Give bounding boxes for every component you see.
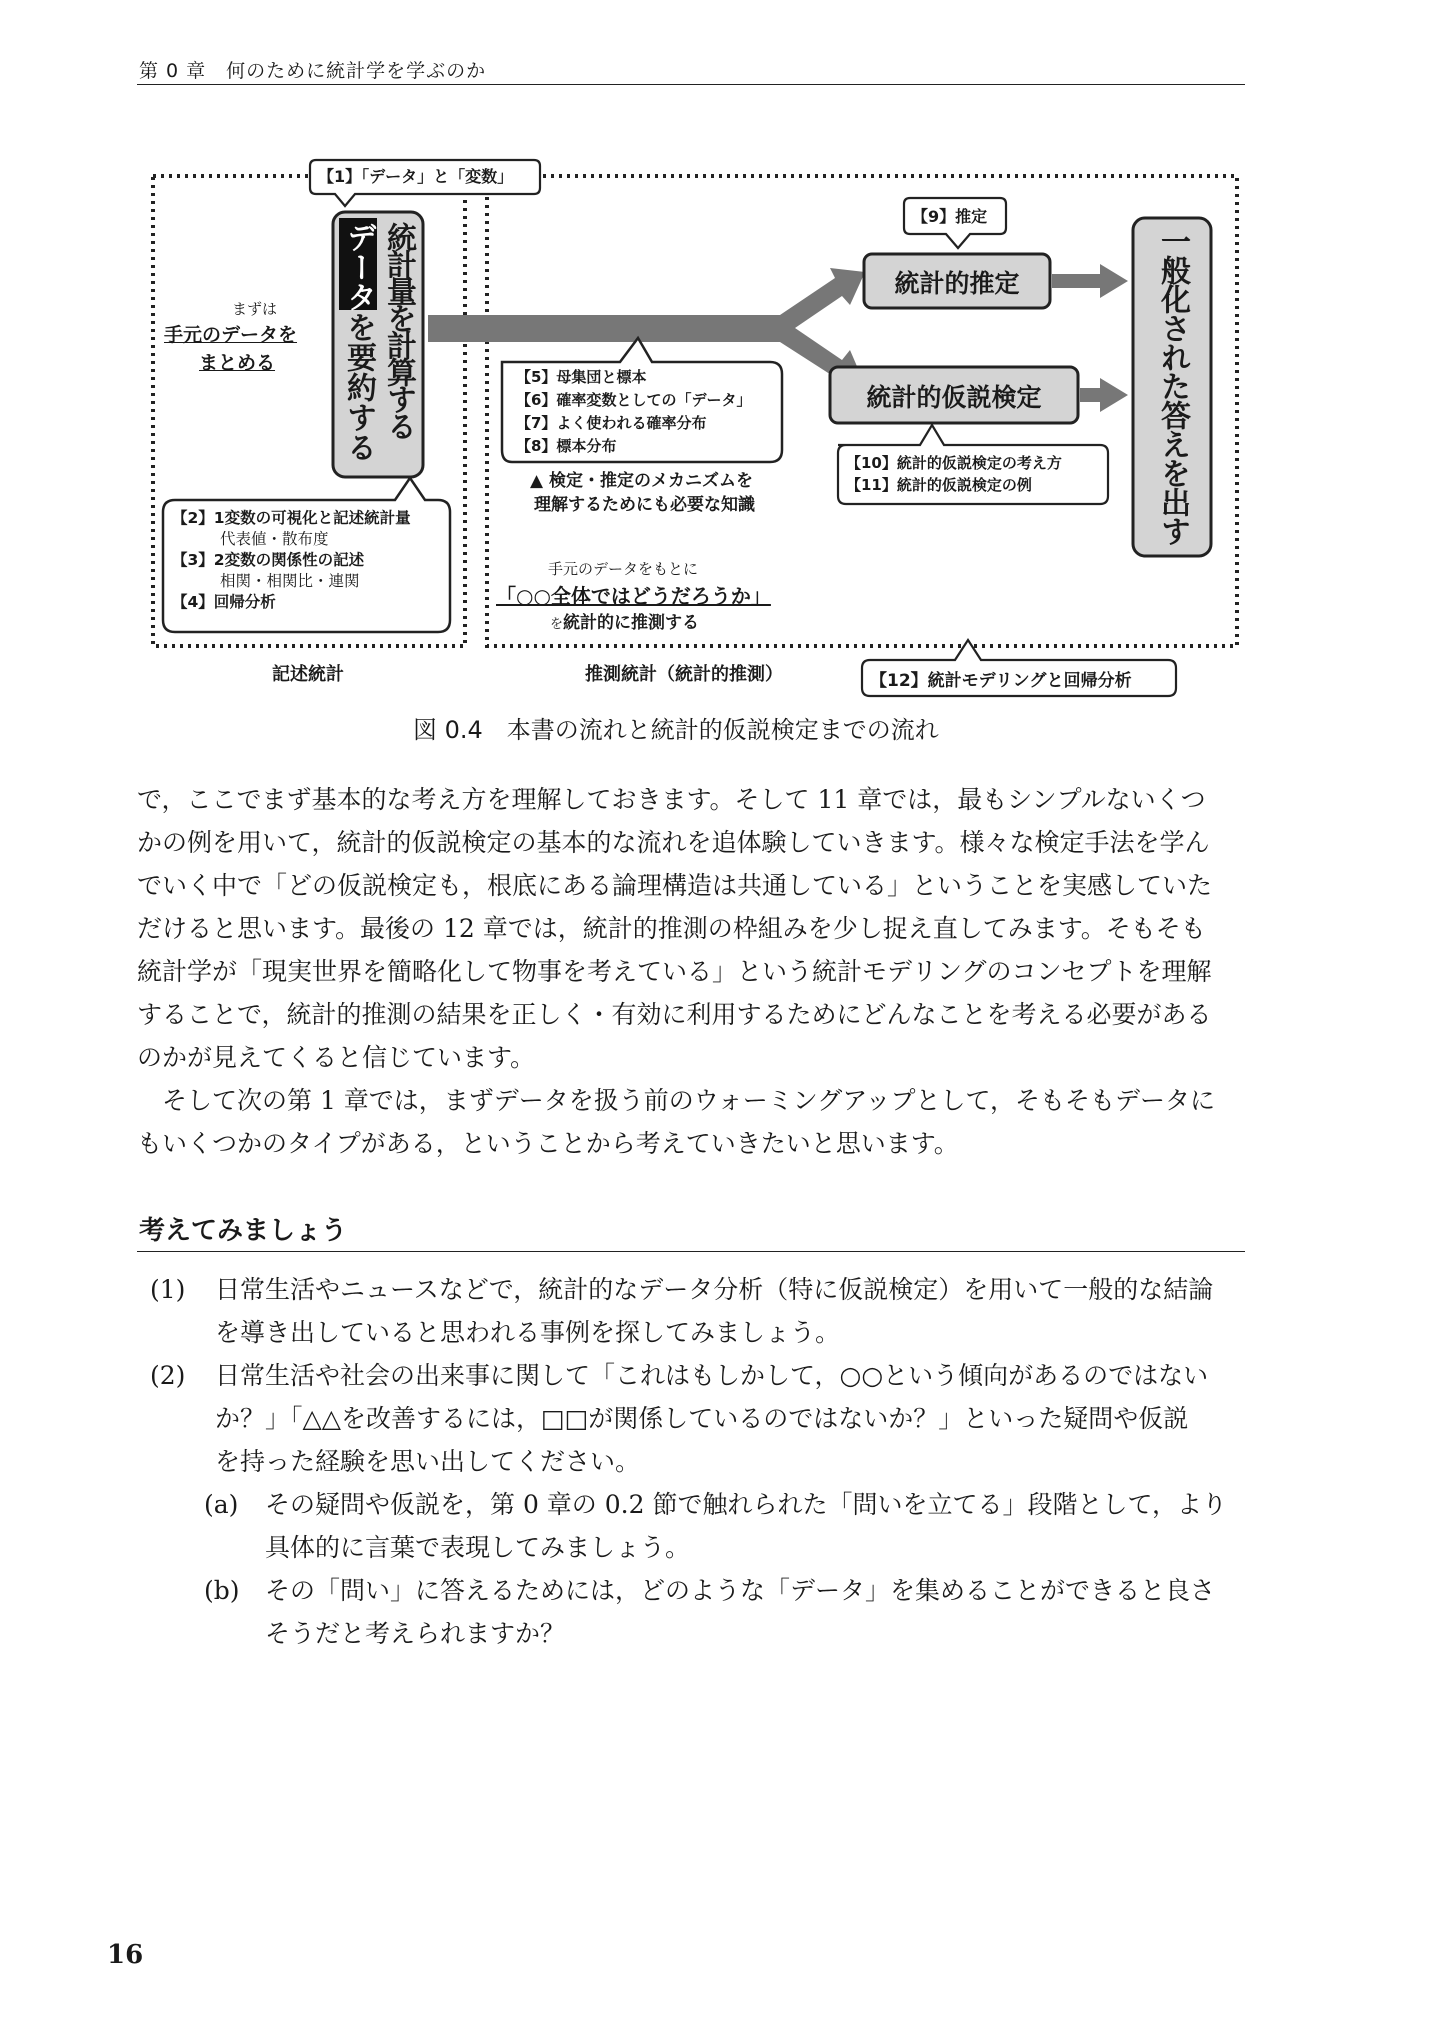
question-small: 手元のデータをもとに bbox=[548, 560, 699, 578]
text-line: で，ここでまず基本的な考え方を理解しておきます。そして 11 章では，最もシンプルないくつ bbox=[137, 785, 1206, 814]
qb-number: (b) bbox=[204, 1576, 240, 1605]
vbox-data: データ bbox=[341, 222, 376, 312]
figure-caption: 図 0.4 本書の流れと統計的仮説検定までの流れ bbox=[413, 716, 939, 744]
page-number: 16 bbox=[107, 1940, 144, 1970]
text-line: そして次の第 1 章では，まずデータを扱う前のウォーミングアップとして，そもそもデータに bbox=[137, 1086, 1216, 1115]
infer-item: 【7】よく使われる確率分布 bbox=[516, 414, 707, 432]
mechanism-2: 理解するためにも必要な知識 bbox=[534, 495, 755, 515]
text-line: だけると思います。最後の 12 章では，統計的推測の枠組みを少し捉え直してみます。そもそも bbox=[137, 914, 1206, 943]
text-line: かの例を用いて，統計的仮説検定の基本的な流れを追体験していきます。様々な検定手法を学ん bbox=[137, 828, 1210, 857]
tag-1: 【1】「データ」と「変数」 bbox=[318, 167, 514, 186]
text-line: もいくつかのタイプがある，ということから考えていきたいと思います。 bbox=[137, 1129, 959, 1158]
qb-text bbox=[265, 1569, 1250, 1655]
question-tail bbox=[550, 608, 699, 633]
desc-list bbox=[172, 508, 411, 613]
mechanism-1: ▲ 検定・推定のメカニズムを bbox=[530, 471, 753, 491]
tag-12: 【12】統計モデリングと回帰分析 bbox=[870, 671, 1132, 691]
text-line: することで，統計的推測の結果を正しく・有効に利用するためにどんなことを考える必要がある bbox=[137, 1000, 1212, 1029]
desc-item: 【3】2変数の関係性の記述 bbox=[172, 551, 365, 569]
exercise-title: 考えてみましょう bbox=[139, 1216, 348, 1246]
vbox-summarize: を要約する bbox=[341, 312, 376, 462]
question-tail-prefix: を bbox=[550, 617, 564, 632]
infer-item: 【6】確率変数としての「データ」 bbox=[516, 391, 752, 409]
q1-number: (1) bbox=[150, 1275, 186, 1304]
first-small: まずは bbox=[232, 300, 278, 318]
text-line: 具体的に言葉で表現してみましょう。 bbox=[265, 1533, 691, 1562]
text-line: のかが見えてくると信じています。 bbox=[137, 1043, 536, 1072]
qa-number: (a) bbox=[204, 1490, 239, 1519]
infer-item: 【8】標本分布 bbox=[516, 437, 617, 455]
text-line: その「問い」に答えるためには，どのような「データ」を集めることができると良さ bbox=[265, 1576, 1216, 1605]
desc-item: 代表値・散布度 bbox=[220, 530, 329, 548]
first-main-1: 手元のデータを bbox=[164, 324, 298, 346]
question-tail-main: 統計的に推測する bbox=[563, 613, 700, 633]
q1-text bbox=[215, 1268, 1250, 1354]
infer-list bbox=[516, 366, 751, 458]
vbox-compute: 統計量を計算する bbox=[381, 222, 416, 438]
desc-item: 【2】1変数の可視化と記述統計量 bbox=[172, 509, 411, 527]
text-line: か？」「△△を改善するには，□□が関係しているのではないか？」といった疑問や仮説 bbox=[215, 1404, 1189, 1433]
label-inferential: 推測統計（統計的推測） bbox=[585, 664, 783, 685]
test-item: 【10】統計的仮説検定の考え方 bbox=[846, 454, 1062, 472]
general-label: 一般化された答えを出す bbox=[1155, 226, 1190, 545]
text-line: 日常生活やニュースなどで，統計的なデータ分析（特に仮説検定）を用いて一般的な結論 bbox=[215, 1275, 1214, 1304]
chapter-title: 第 0 章 何のために統計学を学ぶのか bbox=[139, 60, 487, 82]
tag-9: 【9】推定 bbox=[912, 207, 988, 226]
question-main: 「○○全体ではどうだろうか」 bbox=[496, 584, 771, 608]
q2-text bbox=[215, 1354, 1250, 1483]
text-line: 統計学が「現実世界を簡略化して物事を考えている」という統計モデリングのコンセプトを理解 bbox=[137, 957, 1212, 986]
desc-item: 【4】回帰分析 bbox=[172, 593, 276, 611]
estimate-label: 統計的推定 bbox=[894, 269, 1020, 298]
text-line: を持った経験を思い出してください。 bbox=[215, 1447, 641, 1476]
label-descriptive: 記述統計 bbox=[272, 664, 344, 685]
estimate-arrow bbox=[1052, 264, 1128, 298]
test-items bbox=[846, 452, 1062, 496]
exercise-heading bbox=[137, 1207, 1245, 1252]
first-main-2: まとめる bbox=[199, 352, 276, 374]
test-item: 【11】統計的仮説検定の例 bbox=[846, 476, 1032, 494]
test-label: 統計的仮説検定 bbox=[866, 383, 1042, 412]
text-line: 日常生活や社会の出来事に関して「これはもしかして，○○という傾向があるのではない bbox=[215, 1361, 1209, 1390]
desc-item: 相関・相関比・連関 bbox=[220, 572, 360, 590]
text-line: その疑問や仮説を，第 0 章の 0.2 節で触れられた「問いを立てる」段階として，より bbox=[265, 1490, 1227, 1519]
text-line: でいく中で「どの仮説検定も，根底にある論理構造は共通している」ということを実感していた bbox=[137, 871, 1213, 900]
text-line: を導き出していると思われる事例を探してみましょう。 bbox=[215, 1318, 841, 1347]
q2-number: (2) bbox=[150, 1361, 186, 1390]
body-paragraph-1 bbox=[137, 778, 1247, 1165]
infer-item: 【5】母集団と標本 bbox=[516, 368, 647, 386]
text-line: そうだと考えられますか？ bbox=[265, 1619, 566, 1648]
qa-text bbox=[265, 1483, 1250, 1569]
test-arrow bbox=[1080, 378, 1128, 412]
